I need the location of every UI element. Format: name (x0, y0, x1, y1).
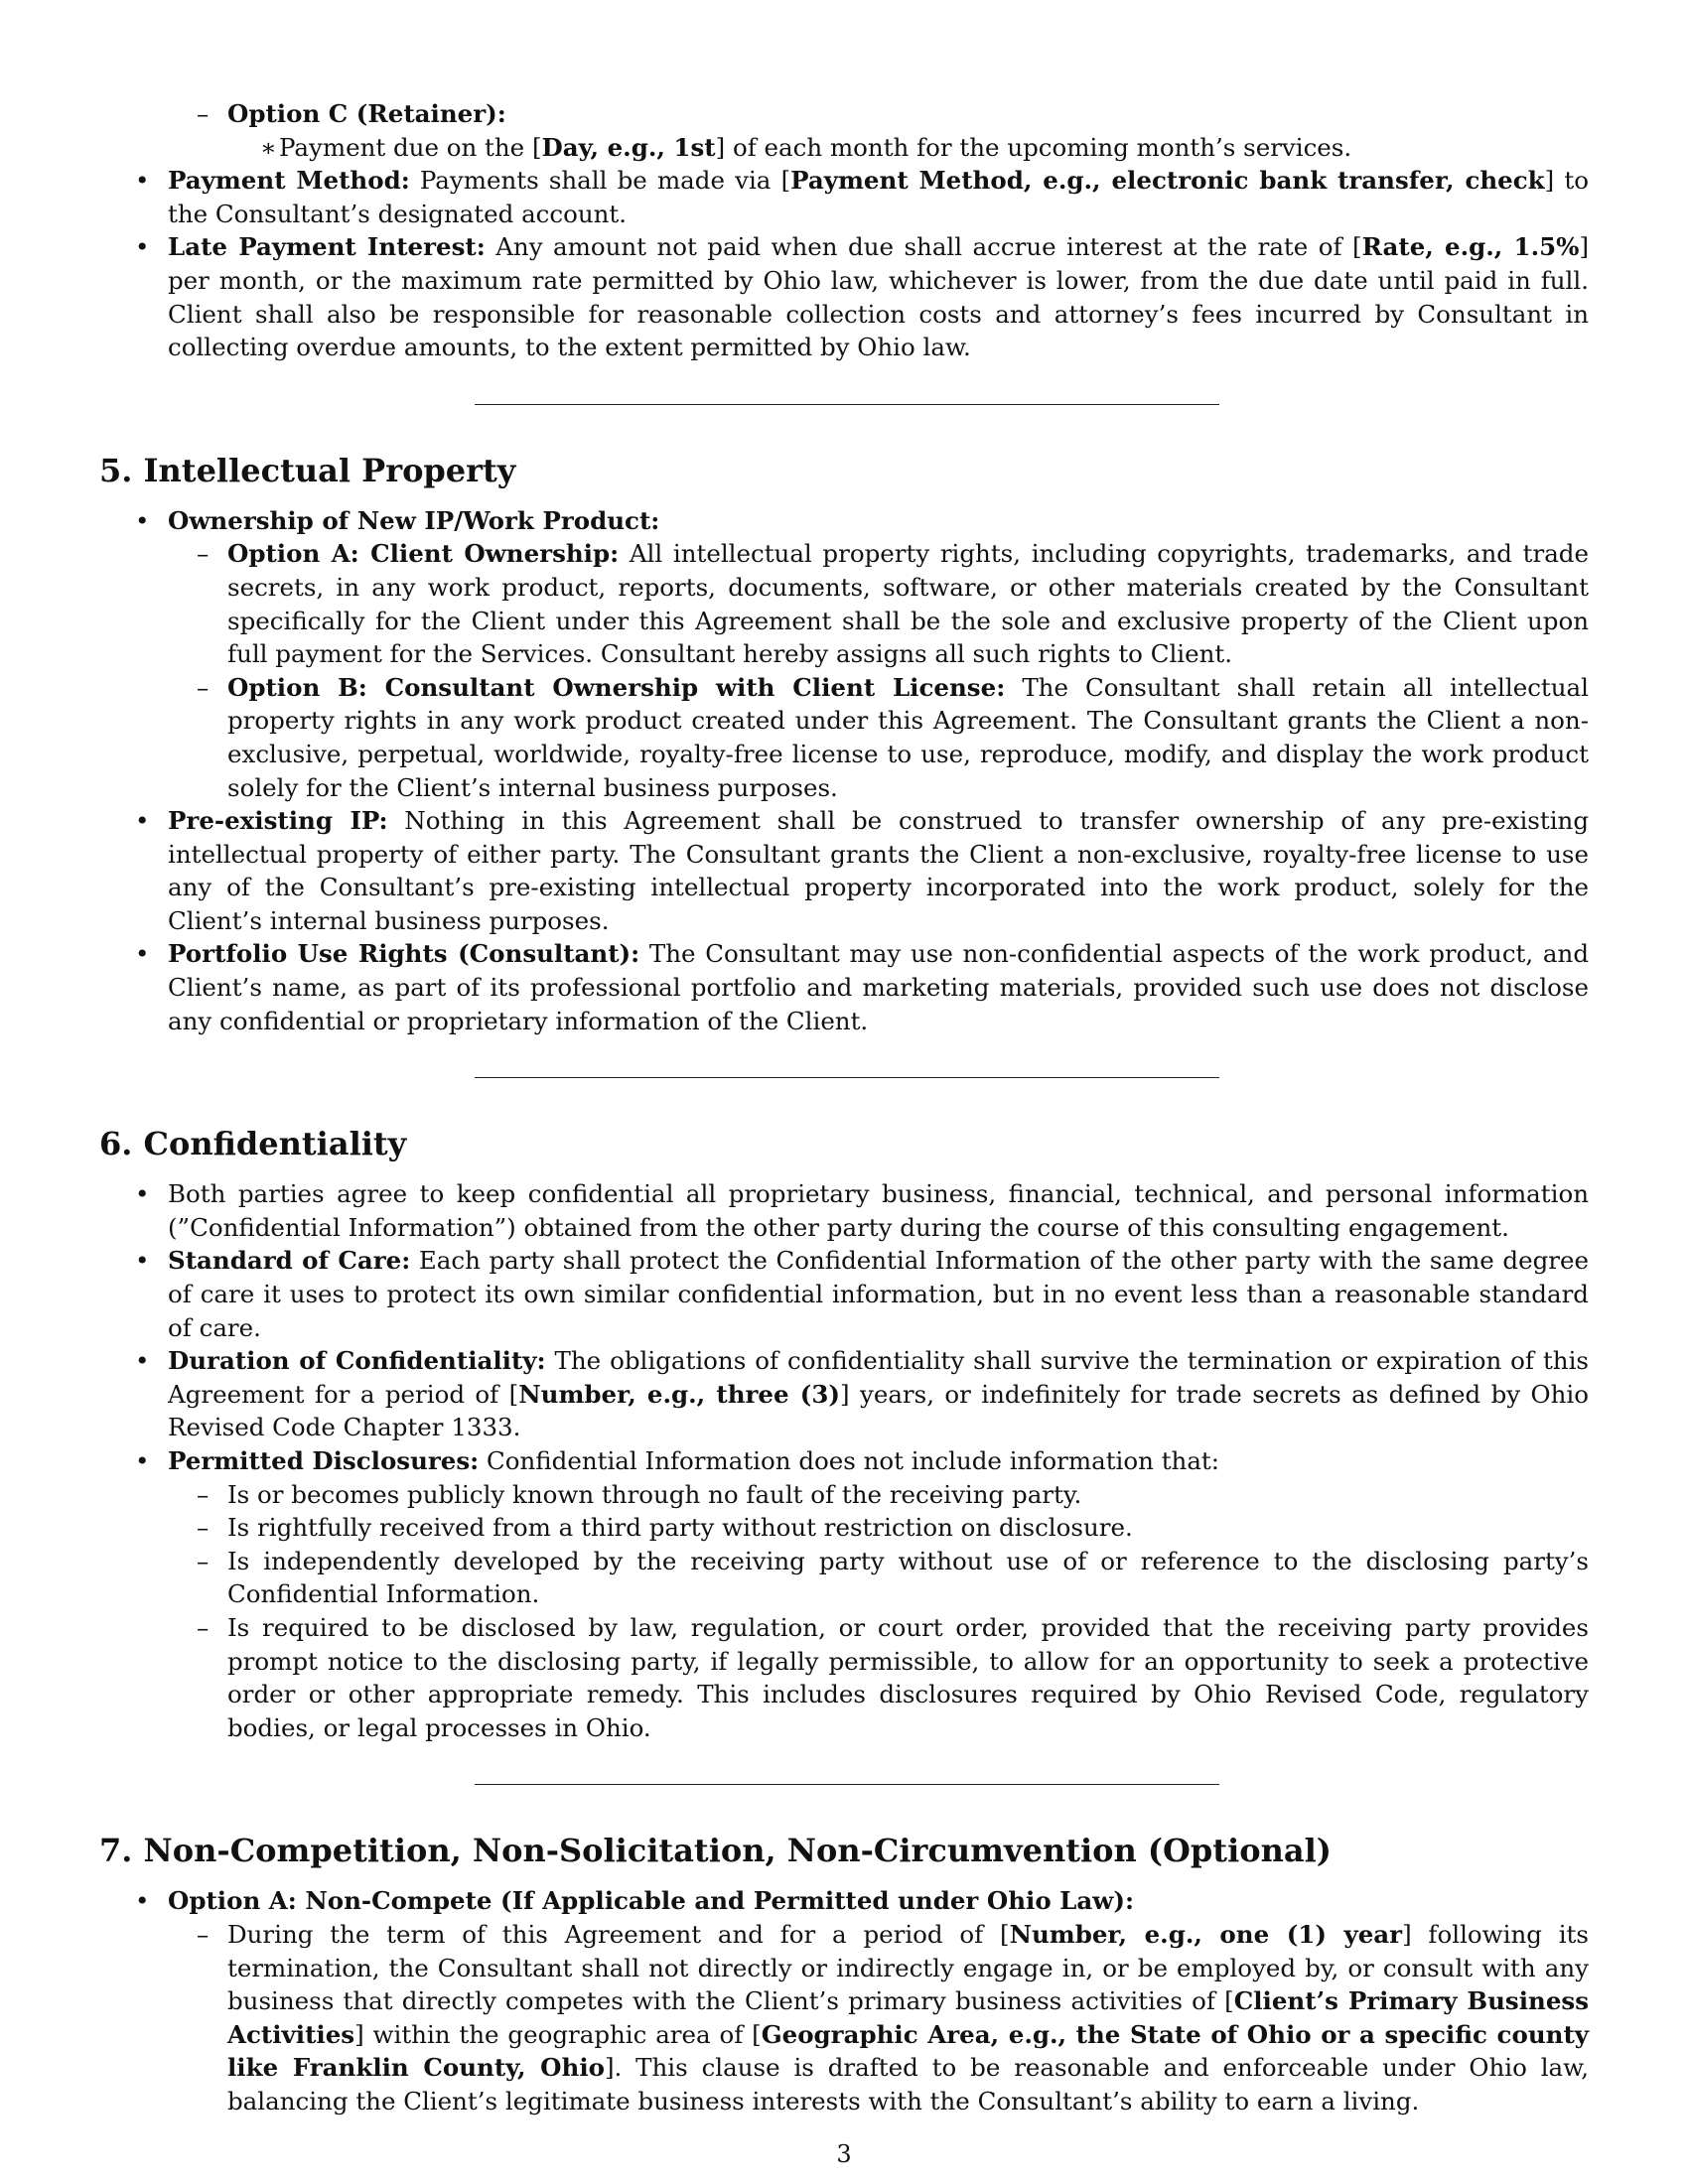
option-c-subitem: ∗ Payment due on the [Day, e.g., 1st] of each month for the upcoming month’s services. (99, 131, 1589, 165)
ip-option-b: – Option B: Consultant Ownership with Client License: The Consultant shall retain all intellectual property rights in any work product created under this Agreement. The Consultant grants the Client a non-exclusive, perpetual, worldwide, royalty-free license to use, reproduce, modify, and display the work product solely for the Client’s internal business purposes. (197, 672, 1589, 802)
bullet-marker: • (135, 939, 150, 969)
permitted-subitem: – Is independently developed by the receiving party without use of or reference to the disclosing party’s Confidential Information. (197, 1546, 1589, 1609)
dash-marker: – (197, 672, 210, 702)
dash-marker: – (197, 1479, 210, 1509)
duration-item: • Duration of Confidentiality: The obligations of confidentiality shall survive the termination or expiration of this Agreement for a period of [Number, e.g., three (3)] years, or indefinitely for trade secrets as defined by Ohio Revised Code Chapter 1333. (135, 1346, 1589, 1442)
dash-marker: – (197, 99, 210, 128)
bullet-marker: • (135, 1179, 150, 1209)
standard-of-care-item: • Standard of Care: Each party shall protect the Confidential Information of the other party with the same degree of care it uses to protect its own similar confidential information, but in no event less than a reasonable standard of care. (135, 1246, 1589, 1342)
permitted-disclosures-item: • Permitted Disclosures: Confidential Information does not include information that: (99, 1444, 1589, 1478)
bullet-marker: • (135, 806, 150, 836)
permitted-subitem: – Is or becomes publicly known through no fault of the receiving party. (99, 1478, 1589, 1512)
payment-method-item: • Payment Method: Payments shall be made via [Payment Method, e.g., electronic bank transfer, check] to the Consultant’s designated account. (135, 166, 1589, 228)
late-payment-item: • Late Payment Interest: Any amount not paid when due shall accrue interest at the rate of [Rate, e.g., 1.5%] per month, or the maximum rate permitted by Ohio law, whichever is lower, from the due date until paid in full. Client shall also be responsible for reasonable collection costs and attorney’s fees incurred by Consultant in collecting overdue amounts, to the extent permitted by Ohio law. (135, 232, 1589, 362)
section-heading-non-competition: 7. Non-Competition, Non-Solicitation, Non-Circumvention (Optional) (99, 1832, 1332, 1870)
bullet-marker: • (135, 232, 150, 262)
page-number: 3 (836, 2140, 852, 2168)
dash-marker: – (197, 539, 210, 569)
option-c-item (99, 97, 1589, 131)
non-compete-option-a: • Option A: Non-Compete (If Applicable and Permitted under Ohio Law): (99, 1884, 1589, 1918)
non-compete-subitem: – During the term of this Agreement and for a period of [Number, e.g., one (1) year] following its termination, the Consultant shall not directly or indirectly engage in, or be employed by, or consult with any business that directly competes with the Client’s primary business activities of [Client’s Primary Business Activities] within the geographic area of [Geographic Area, e.g., the State of Ohio or a specific county like Franklin County, Ohio]. This clause is drafted to be reasonable and enforceable under Ohio law, balancing the Client’s legitimate business interests with the Consultant’s ability to earn a living. (197, 1919, 1589, 2116)
section-heading-confidentiality: 6. Confidentiality (99, 1125, 407, 1163)
confidentiality-intro-item: • Both parties agree to keep confidential all proprietary business, financial, technical, and personal information (”Confidential Information”) obtained from the other party during the course of this consulting engagement. (135, 1179, 1589, 1242)
preexisting-ip-item: • Pre-existing IP: Nothing in this Agreement shall be construed to transfer ownership of any pre-existing intellectual property of either party. The Consultant grants the Client a non-exclusive, royalty-free license to use any of the Consultant’s pre-existing intellectual property incorporated into the work product, solely for the Client’s internal business purposes. (135, 806, 1589, 935)
bullet-marker: • (135, 1246, 150, 1276)
permitted-subitem: – Is rightfully received from a third party without restriction on disclosure. (99, 1511, 1589, 1545)
section-divider (475, 1077, 1219, 1078)
bullet-marker: • (135, 505, 150, 535)
section-divider (475, 404, 1219, 405)
portfolio-item: • Portfolio Use Rights (Consultant): The Consultant may use non-confidential aspects of the work product, and Client’s name, as part of its professional portfolio and marketing materials, provided such use does not disclose any confidential or proprietary information of the Client. (135, 939, 1589, 1035)
dash-marker: – (197, 1513, 210, 1543)
asterisk-marker: ∗ (260, 132, 277, 162)
ip-option-a: – Option A: Client Ownership: All intellectual property rights, including copyrights, trademarks, and trade secrets, in any work product, reports, documents, software, or other materials created by the Consultant specifically for the Client under this Agreement shall be the sole and exclusive property of the Client upon full payment for the Services. Consultant hereby assigns all such rights to Client. (197, 539, 1589, 669)
section-divider (475, 1784, 1219, 1785)
bullet-marker: • (135, 1346, 150, 1376)
ownership-item: • Ownership of New IP/Work Product: (99, 504, 1589, 538)
dash-marker: – (197, 1612, 210, 1642)
dash-marker: – (197, 1919, 210, 1949)
bullet-marker: • (135, 1446, 150, 1475)
dash-marker: – (197, 1546, 210, 1575)
bullet-marker: • (135, 1886, 150, 1916)
bullet-marker: • (135, 166, 150, 196)
document-page (99, 97, 1589, 2118)
option-c-title: Option C (Retainer): (227, 99, 506, 128)
section-heading-intellectual-property: 5. Intellectual Property (99, 451, 516, 489)
permitted-subitem: – Is required to be disclosed by law, regulation, or court order, provided that the receiving party provides prompt notice to the disclosing party, if legally permissible, to allow for an opportunity to seek a protective order or other appropriate remedy. This includes disclosures required by Ohio Revised Code, regulatory bodies, or legal processes in Ohio. (197, 1612, 1589, 1742)
